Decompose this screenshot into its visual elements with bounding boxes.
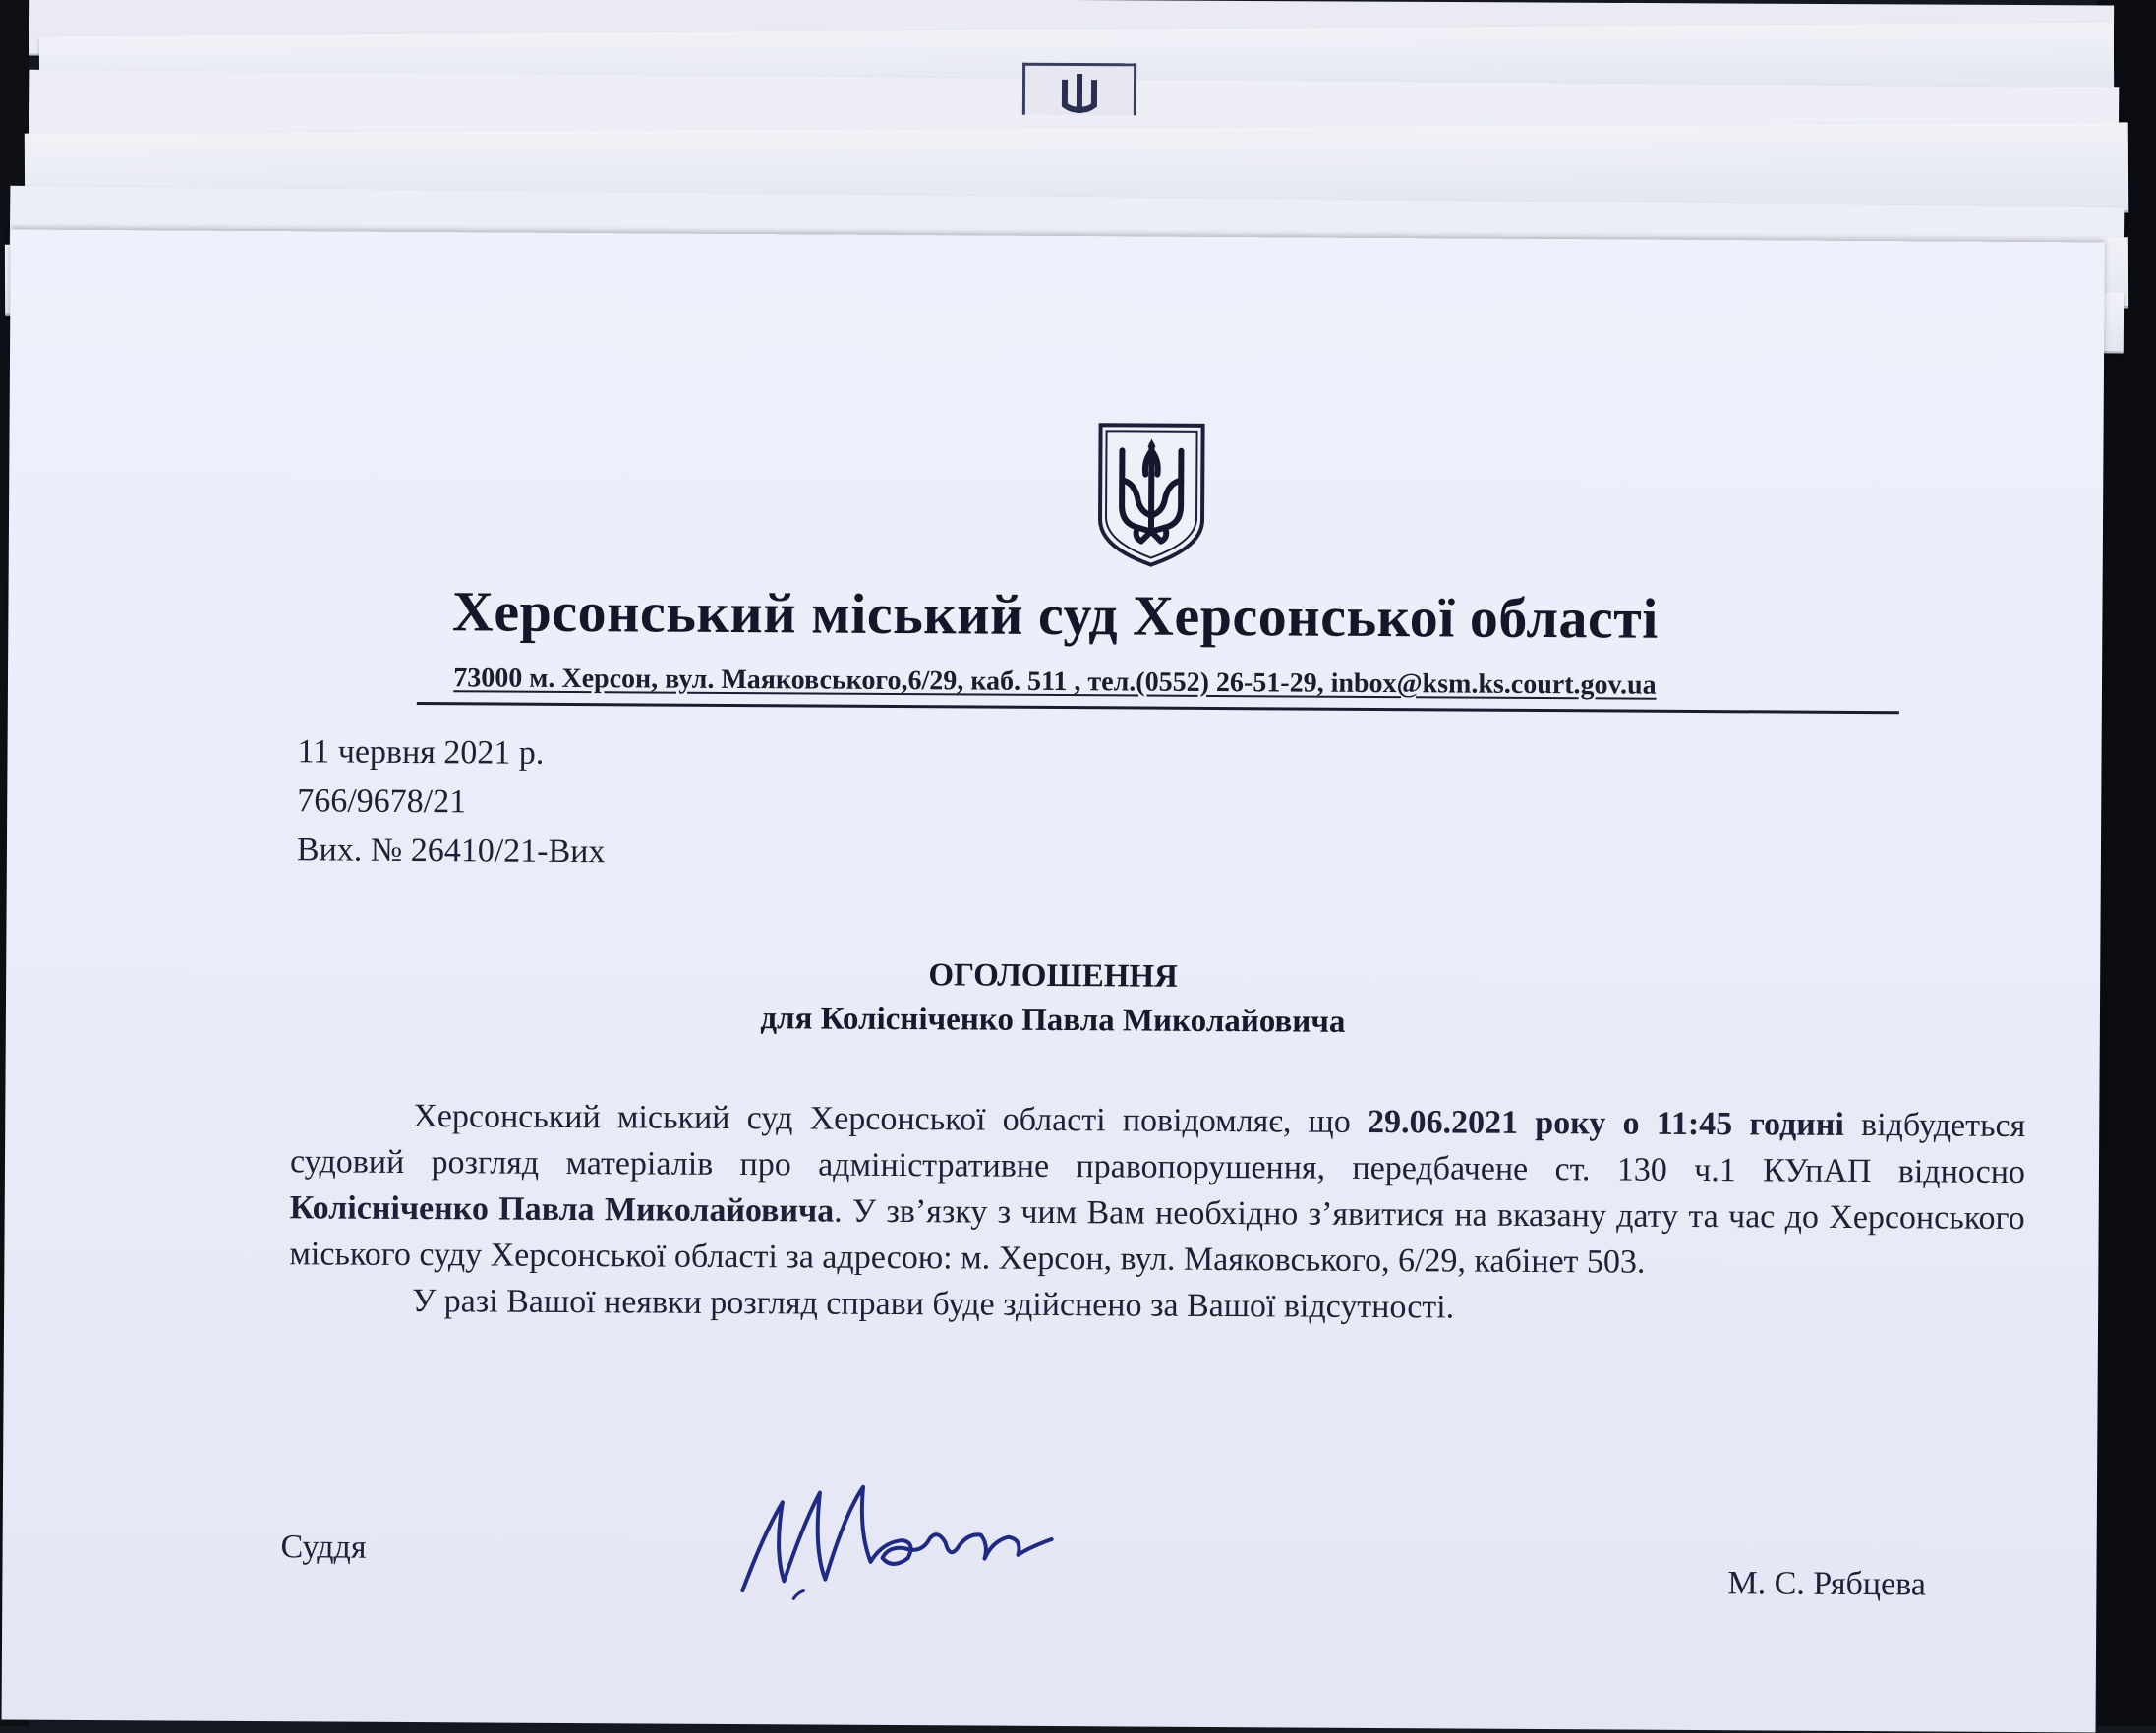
document-date: 11 червня 2021 р. [297,733,545,772]
notice-title: ОГОЛОШЕННЯ [928,957,1179,995]
stacked-emblem-fragment [1022,63,1136,116]
court-name-heading: Херсонський міський суд Херсонської області [451,579,1660,651]
handwritten-signature [734,1463,1060,1612]
outgoing-number: Вих. № 26410/21-Вих [296,832,606,871]
court-address-text: 73000 м. Херсон, вул. Маяковського,6/29, каб. 511 , тел.(0552) 26-51-29, inbox@ksm.ks.court.gov.ua [453,663,1657,701]
person-name: Колісніченко Павла Миколайовича [289,1189,835,1230]
address-underline-rule [417,702,1899,714]
notice-paragraph-main [289,1092,2025,1288]
case-number: 766/9678/21 [297,782,467,821]
notice-paragraph-absence: У разі Вашої неявки розгляд справи буде здійснено за Вашої відсутності. [412,1283,1455,1326]
signature-label: Суддя [280,1529,367,1566]
court-notice-page [2,230,2105,1733]
document-meta [297,727,606,877]
notice-body [289,1092,2025,1334]
notice-subtitle: для Колісніченко Павла Миколайовича [760,1001,1346,1040]
court-address-line [8,660,2102,704]
trident-coat-of-arms-icon [1094,421,1209,569]
signer-name: М. С. Рябцева [1727,1565,1926,1603]
paragraph-text: . У зв’язку з чим Вам необхідно з’явитися на вказану дату та час до Херсонського міського суду Херсонської області за адресою: м. Херсон, вул. Маяковського, 6/29, кабінет 503. [289,1192,2025,1281]
hearing-datetime: 29.06.2021 року о 11:45 годині [1367,1103,1844,1143]
trident-icon [1025,66,1134,116]
paragraph-text: Херсонський міський суд Херсонської області повідомляє, що [413,1098,1369,1140]
paragraph-text: відбудеться судовий розгляд матеріалів про адміністративне правопорушення, передбачене ст. 130 ч.1 КУпАП відносно [289,1106,2026,1191]
